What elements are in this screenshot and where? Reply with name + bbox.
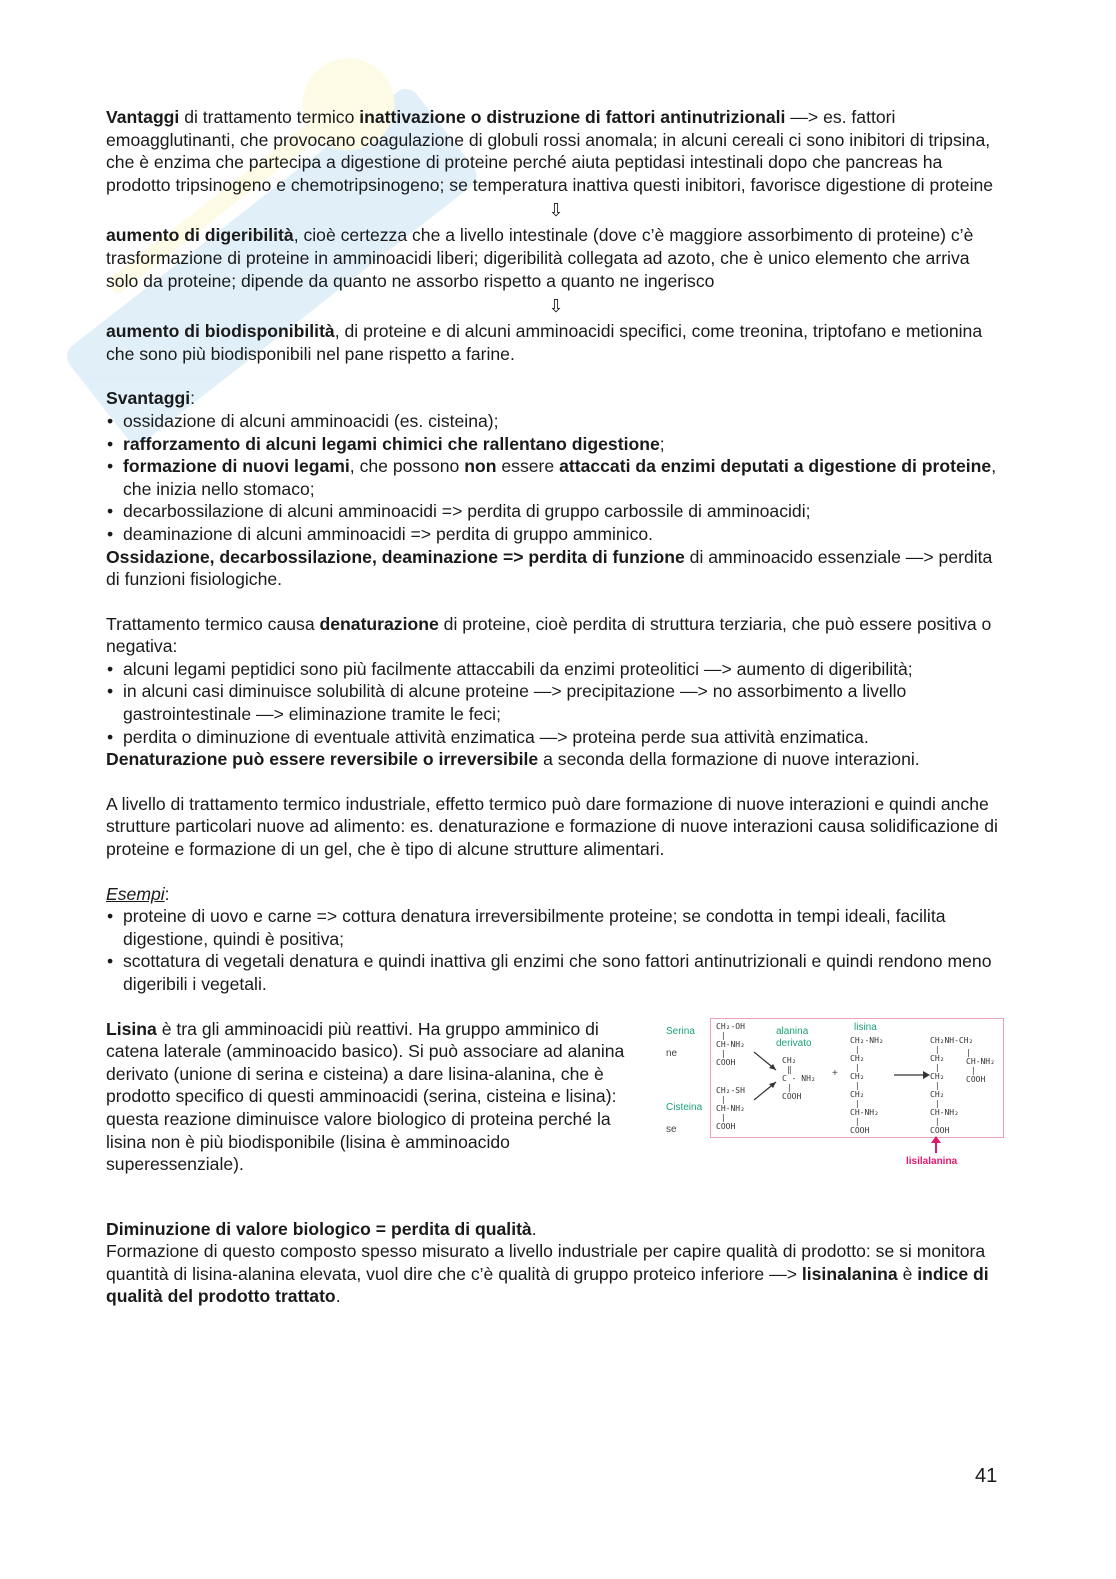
lisina-section <box>106 1018 1006 1218</box>
label-serina: Serina <box>666 1025 695 1037</box>
term-vantaggi: Vantaggi <box>106 107 180 127</box>
list-item: • alcuni legami peptidici sono più facilmente attaccabili da enzimi proteolitici —> aumento di digeribilità; <box>106 658 1006 681</box>
list-item: • ossidazione di alcuni amminoacidi (es. cisteina); <box>106 410 1006 433</box>
list-item: • deaminazione di alcuni amminoacidi => perdita di gruppo amminico. <box>106 523 1006 546</box>
reaction-arrow-icon <box>892 1068 932 1082</box>
paragraph-biodisponibilita: aumento di biodisponibilità, di proteine e di alcuni amminoacidi specifici, come treonina, triptofano e metionina che sono più biodisponibili nel pane rispetto a farine. <box>106 321 983 364</box>
formula-lisinoalanina: CH₂NH-CH₂ | CH₂ | CH₂ | CH₂ | CH-NH₂ | COOH <box>930 1035 974 1135</box>
label-cisteina: Cisteina <box>666 1101 703 1113</box>
label-lisilalanina: lisilalanina <box>906 1155 958 1167</box>
formula-lisinoalanina-branch: | CH-NH₂ | COOH <box>966 1047 995 1084</box>
list-item: • perdita o diminuzione di eventuale attività enzimatica —> proteina perde sua attività enzimatica. <box>106 726 1006 749</box>
heading-esempi: Esempi: <box>106 883 170 904</box>
list-esempi <box>106 905 1006 995</box>
label-alanina-derivato: alanina derivato <box>776 1025 812 1049</box>
formula-lisina: CH₂-NH₂ | CH₂ | CH₂ | CH₂ | CH-NH₂ | COOH <box>850 1035 884 1135</box>
paragraph-denaturazione: Trattamento termico causa denaturazione di proteine, cioè perdita di struttura terziaria, che può essere positiva o negativa: <box>106 613 992 657</box>
list-item: • scottatura di vegetali denatura e quindi inattiva gli enzimi che sono fattori antinutrizionali e quindi rendono meno digeribili i vegetali. <box>106 950 1006 995</box>
down-arrow-icon: ⇩ <box>548 296 564 317</box>
paragraph-svantaggi-summary: Ossidazione, decarbossilazione, deaminazione => perdita di funzione di amminoacido essenziale —> perdita di funzioni fisiologiche. <box>106 546 993 590</box>
plus-sign: + <box>832 1067 838 1079</box>
page-content <box>106 106 1006 1308</box>
formula-serina: CH₂-OH | CH-NH₂ | COOH <box>716 1021 745 1067</box>
heading-svantaggi: Svantaggi: <box>106 388 195 409</box>
list-item: • proteine di uovo e carne => cottura denatura irreversibilmente proteine; se condotta in tempi ideali, facilita digestione, quindi è positiva; <box>106 905 1006 950</box>
list-item: • in alcuni casi diminuisce solubilità di alcune proteine —> precipitazione —> no assorbimento a livello gastrointestinale —> eliminazione tramite le feci; <box>106 680 1006 725</box>
paragraph-indice-qualita: Formazione di questo composto spesso misurato a livello industriale per capire qualità di prodotto: se si monitora quantità di lisina-alanina elevata, vuol dire che c’è qualità di gruppo proteico inferiore —> lisinalanina è indice di qualità del prodotto trattato. <box>106 1241 989 1307</box>
list-svantaggi <box>106 410 1006 546</box>
paragraph-valore-biologico: Diminuzione di valore biologico = perdita di qualità. <box>106 1218 537 1239</box>
label-lisina: lisina <box>854 1021 877 1033</box>
label-cisteina-suffix: se <box>666 1123 677 1135</box>
list-item: • formazione di nuovi legami, che possono non essere attaccati da enzimi deputati a digestione di proteine, che inizia nello stomaco; <box>106 455 1006 500</box>
list-item: • rafforzamento di alcuni legami chimici che rallentano digestione; <box>106 433 1006 456</box>
label-serina-suffix: ne <box>666 1047 678 1059</box>
formula-cisteina: CH₂-SH | CH-NH₂ | COOH <box>716 1085 745 1131</box>
reaction-arrows-icon <box>752 1048 782 1108</box>
paragraph-digeribilita: aumento di digeribilità, cioè certezza che a livello intestinale (dove c’è maggiore assorbimento di proteine) c’è trasformazione di proteine in amminoacidi liberi; digeribilità collegata ad azoto, che è unico elemento che arriva solo da proteine; dipende da quanto ne assorbo rispetto a quanto ne ingerisco <box>106 225 974 291</box>
down-arrow-icon: ⇩ <box>548 200 564 221</box>
list-item: • decarbossilazione di alcuni amminoacidi => perdita di gruppo carbossile di amminoacidi; <box>106 500 1006 523</box>
paragraph-vantaggi: Vantaggi di trattamento termico inattivazione o distruzione di fattori antinutrizionali —> es. fattori emoagglutinanti, che provocano coagulazione di globuli rossi anomala; in alcuni cereali ci sono inibitori di tripsina, che è enzima che partecipa a digestione di proteine perché aiuta peptidasi intestinali dopo che pancreas ha prodotto tripsinogeno e chemotripsinogeno; se temperatura inattiva questi inibitori, favorisce digestione di proteine <box>106 107 994 195</box>
paragraph-denaturazione-summary: Denaturazione può essere reversibile o irreversibile a seconda della formazione di nuove interazioni. <box>106 749 920 770</box>
lisinoalanina-reaction-figure <box>666 1018 1006 1178</box>
list-denaturazione <box>106 658 1006 748</box>
paragraph-industriale: A livello di trattamento termico industriale, effetto termico può dare formazione di nuove interazioni e quindi anche strutture particolari nuove ad alimento: es. denaturazione e formazione di nuove interazioni causa solidificazione di proteine e formazione di un gel, che è tipo di alcune strutture alimentari. <box>106 793 998 860</box>
formula-alanina-derivato: CH₂ ‖ C - NH₂ | COOH <box>782 1055 816 1101</box>
paragraph-lisina: Lisina è tra gli amminoacidi più reattivi. Ha gruppo amminico di catena laterale (amminoacido basico). Si può associare ad alanina derivato (unione di serina e cisteina) a dare lisina-alanina, che è prodotto specifico di questi amminoacidi (serina, cisteina e lisina): questa reazione diminuisce valore biologico di proteina perché la lisina non è più biodisponibile (lisina è amminoacido superessenziale). <box>106 1018 625 1175</box>
up-arrow-icon <box>930 1136 942 1154</box>
page-number: 41 <box>975 1465 998 1487</box>
